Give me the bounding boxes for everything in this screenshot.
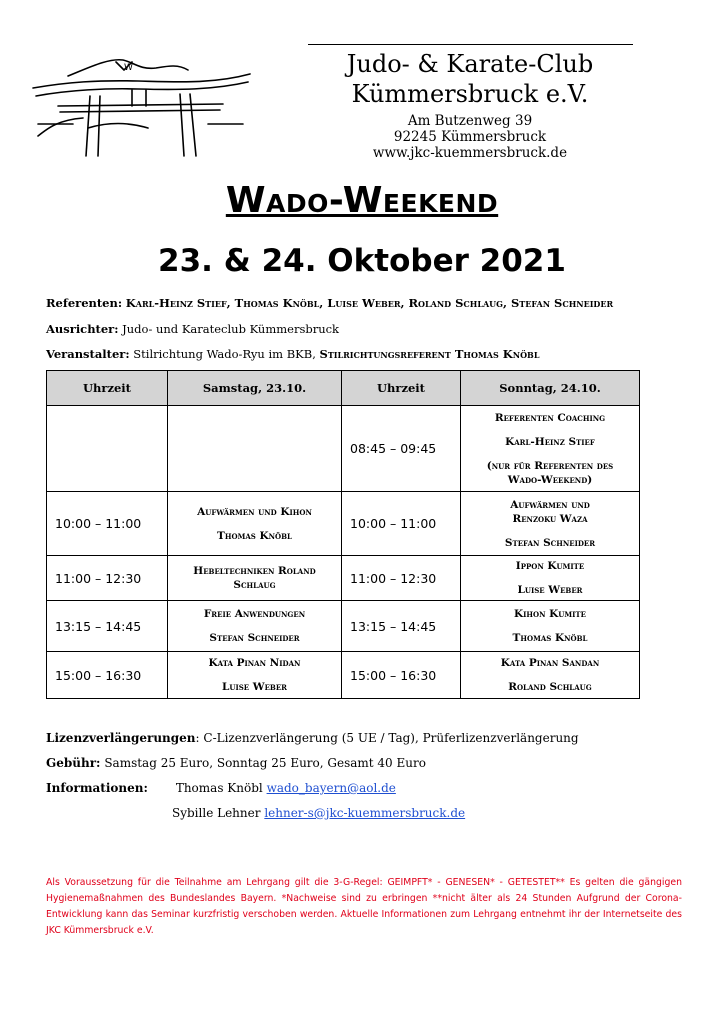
lizenz-line: [46, 731, 579, 745]
ausrichter-line: [46, 322, 339, 336]
table-row: [47, 406, 640, 492]
activity-title: Kihon Kumite: [514, 608, 586, 620]
gebuehr-line: [46, 756, 426, 770]
table-row: [47, 556, 640, 601]
activity-title: Aufwärmen und: [510, 498, 590, 511]
activity-cell: [461, 601, 640, 652]
activity-cell: [168, 406, 342, 492]
activity-cell: [168, 492, 342, 556]
col-header-saturday: Samstag, 23.10.: [168, 371, 342, 406]
time-cell: 10:00 – 11:00: [342, 492, 461, 556]
contact-name: Thomas Knöbl: [175, 781, 263, 795]
club-name-line2: Kümmersbruck e.V.: [351, 80, 589, 108]
activity-title: Freie Anwendungen: [203, 608, 306, 620]
activity-trainer: Stefan Schneider: [504, 536, 596, 549]
veranstalter-label: Veranstalter:: [46, 347, 130, 361]
time-cell: 10:00 – 11:00: [47, 492, 168, 556]
activity-cell: [461, 556, 640, 601]
activity-trainer: Luise Weber: [517, 584, 583, 596]
svg-text:W: W: [124, 63, 133, 73]
activity-title: Kata Pinan Sandan: [500, 657, 600, 669]
time-cell: 11:00 – 12:30: [47, 556, 168, 601]
contact-email-link[interactable]: lehner-s@jkc-kuemmersbruck.de: [264, 806, 466, 820]
event-date: 23. & 24. Oktober 2021: [158, 243, 566, 279]
activity-cell: [168, 601, 342, 652]
referenten-label: Referenten:: [46, 296, 123, 310]
page-title: Wado-Weekend: [225, 180, 499, 221]
ausrichter-value: Judo- und Karateclub Kümmersbruck: [122, 322, 340, 336]
gebuehr-value: Samstag 25 Euro, Sonntag 25 Euro, Gesamt 40 Euro: [104, 756, 426, 770]
time-cell: 13:15 – 14:45: [47, 601, 168, 652]
ausrichter-label: Ausrichter:: [46, 322, 119, 336]
address-street: Am Butzenweg 39: [407, 113, 533, 129]
activity-title: Kata Pinan Nidan: [208, 657, 301, 669]
table-row: [47, 601, 640, 652]
activity-title: Aufwärmen und Kihon: [197, 505, 312, 518]
header-rule: [308, 44, 633, 45]
gebuehr-label: Gebühr:: [46, 756, 101, 770]
club-name-line1: Judo- & Karate-Club: [346, 50, 594, 78]
activity-cell: [461, 406, 640, 492]
time-cell: 11:00 – 12:30: [342, 556, 461, 601]
time-cell: 13:15 – 14:45: [342, 601, 461, 652]
informationen-line: [46, 781, 396, 795]
activity-title: Ippon Kumite: [515, 560, 585, 572]
covid-notice: Als Voraussetzung für die Teilnahme am Lehrgang gilt die 3-G-Regel: GEIMPFT* - GENESEN* - GETESTET** Es gelten die gängigen Hygienemaßnahmen des Bundeslandes Bayern. *Nachweise sind zu erbringen **nicht älter als 24 Stunden Aufgrund der Corona-Entwicklung kann das Seminar kurzfristig verschoben werden. Aktuelle Informationen zum Lehrgang entnehmt ihr der Internetseite des JKC Kümmersbruck e.V.: [46, 877, 682, 936]
activity-cell: [168, 556, 342, 601]
table-row: [47, 492, 640, 556]
activity-note: (nur für Referenten des: [486, 459, 614, 472]
club-website: www.jkc-kuemmersbruck.de: [372, 145, 568, 161]
address-city: 92245 Kümmersbruck: [393, 129, 547, 145]
activity-cell: [168, 652, 342, 699]
contact-name: Sybille Lehner: [172, 806, 261, 820]
contact-email-link[interactable]: wado_bayern@aol.de: [266, 781, 396, 795]
referenten-value: Karl-Heinz Stief, Thomas Knöbl, Luise Weber, Roland Schlaug, Stefan Schneider: [125, 296, 614, 310]
col-header-sunday: Sonntag, 24.10.: [461, 371, 640, 406]
lizenz-label: Lizenzverlängerungen: [46, 731, 196, 745]
schedule-table: [46, 370, 640, 699]
activity-trainer: Karl-Heinz Stief: [505, 435, 595, 448]
veranstalter-line: [46, 347, 539, 361]
referenten-line: [46, 296, 613, 310]
time-cell: [47, 406, 168, 492]
activity-title: Renzoku Waza: [512, 512, 588, 525]
activity-trainer: Schlaug: [233, 579, 276, 591]
col-header-time-sat: Uhrzeit: [47, 371, 168, 406]
informationen-line-2: [172, 806, 465, 820]
time-cell: 08:45 – 09:45: [342, 406, 461, 492]
activity-trainer: Thomas Knöbl: [217, 529, 292, 542]
torii-gate-logo: [28, 48, 253, 158]
activity-trainer: Roland Schlaug: [508, 681, 592, 693]
time-cell: 15:00 – 16:30: [342, 652, 461, 699]
lizenz-value: : C-Lizenzverlängerung (5 UE / Tag), Prüferlizenzverlängerung: [195, 731, 579, 745]
activity-title: Referenten Coaching: [494, 411, 606, 424]
activity-cell: [461, 492, 640, 556]
activity-title: Hebeltechniken Roland: [193, 565, 316, 577]
col-header-time-sun: Uhrzeit: [342, 371, 461, 406]
activity-cell: [461, 652, 640, 699]
informationen-label: Informationen:: [46, 781, 148, 795]
time-cell: 15:00 – 16:30: [47, 652, 168, 699]
activity-trainer: Luise Weber: [221, 681, 287, 693]
table-header-row: [47, 371, 640, 406]
table-row: [47, 652, 640, 699]
activity-trainer: Thomas Knöbl: [512, 632, 588, 644]
activity-trainer: Stefan Schneider: [209, 632, 300, 644]
veranstalter-referent: Stilrichtungsreferent Thomas Knöbl: [319, 347, 540, 361]
activity-note: Wado-Weekend): [507, 473, 593, 486]
veranstalter-value: Stilrichtung Wado-Ryu im BKB,: [133, 347, 316, 361]
